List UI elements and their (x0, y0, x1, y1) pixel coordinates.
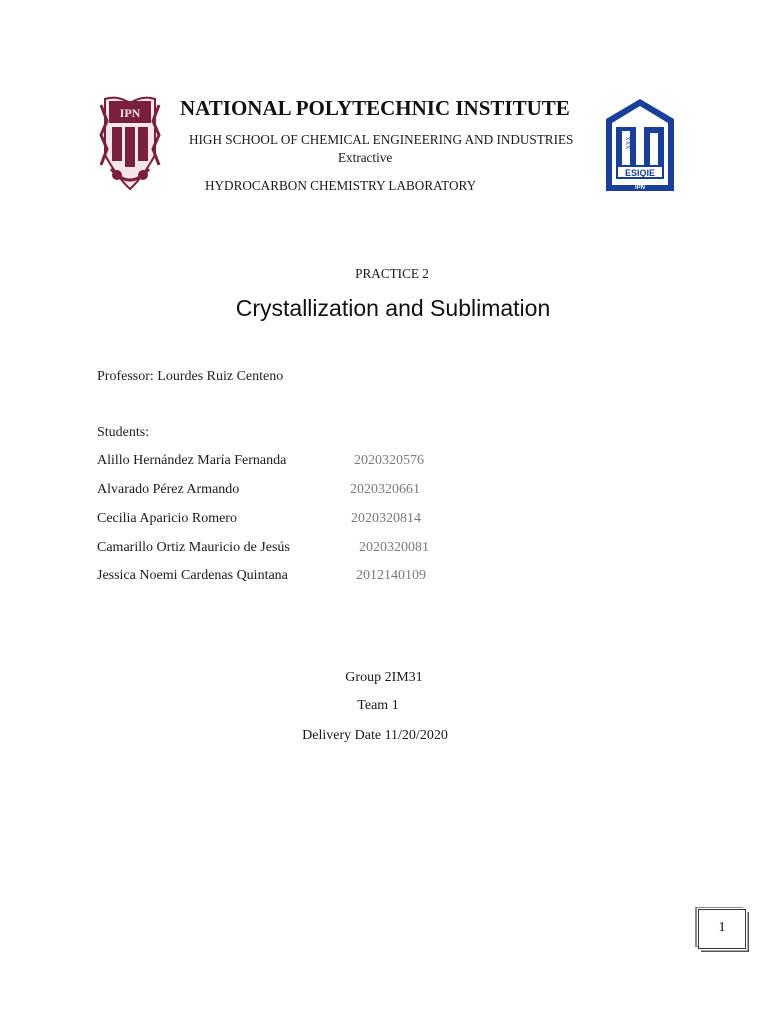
team-line: Team 1 (357, 698, 399, 713)
group-line: Group 2IM31 (345, 670, 423, 685)
page-number-box (698, 909, 746, 949)
student-name: Alillo Hernández María Fernanda (97, 453, 287, 468)
institution-title: NATIONAL POLYTECHNIC INSTITUTE (180, 96, 570, 120)
practice-label: PRACTICE 2 (355, 266, 429, 281)
student-name: Jessica Noemi Cardenas Quintana (97, 568, 288, 583)
delivery-date-line: Delivery Date 11/20/2020 (302, 728, 448, 743)
student-id: 2020320814 (351, 511, 421, 526)
student-id: 2020320576 (354, 453, 424, 468)
esiqie-emblem-icon (604, 97, 676, 193)
laboratory-name: HYDROCARBON CHEMISTRY LABORATORY (205, 178, 477, 193)
page-number: 1 (718, 920, 726, 935)
ipn-emblem-icon (97, 95, 163, 193)
student-id: 2020320661 (350, 482, 420, 497)
ipn-logo-text: IPN (119, 106, 141, 120)
school-name: HIGH SCHOOL OF CHEMICAL ENGINEERING AND INDUSTRIES (189, 132, 574, 147)
student-name: Camarillo Ortiz Mauricio de Jesús (97, 540, 290, 555)
esiqie-logo-subtext: IPN (634, 185, 646, 191)
student-name: Alvarado Pérez Armando (97, 482, 240, 497)
student-id: 2012140109 (356, 568, 426, 583)
school-name-continued: Extractive (338, 150, 393, 165)
student-name: Cecilia Aparicio Romero (97, 511, 237, 526)
esiqie-logo-text: ESIQIE (624, 168, 656, 178)
students-label: Students: (97, 425, 150, 440)
document-title: Crystallization and Sublimation (235, 295, 551, 321)
esiqie-logo-roman: XXX (624, 136, 630, 150)
student-id: 2020320081 (359, 540, 429, 555)
professor-line: Professor: Lourdes Ruiz Centeno (97, 369, 284, 384)
